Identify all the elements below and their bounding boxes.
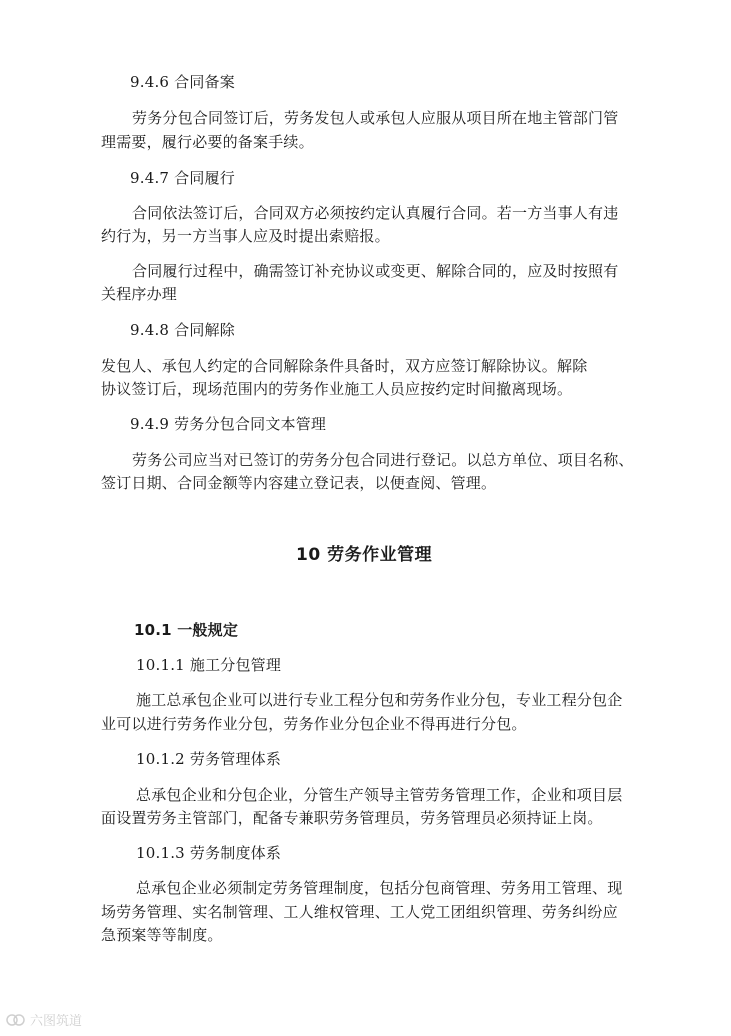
paragraph-line: 施工总承包企业可以进行专业工程分包和劳务作业分包，专业工程分包企 <box>136 691 623 709</box>
paragraph-line: 总承包企业和分包企业，分管生产领导主管劳务管理工作，企业和项目层 <box>136 786 623 804</box>
paragraph-line: 合同依法签订后，合同双方必须按约定认真履行合同。若一方当事人有违 <box>132 204 619 222</box>
paragraph-line: 劳务公司应当对已签订的劳务分包合同进行登记。以总方单位、项目名称、 <box>132 451 634 469</box>
heading-9-4-9: 9.4.9 劳务分包合同文本管理 <box>130 415 327 433</box>
paragraph-line: 签订日期、合同金额等内容建立登记表，以便查阅、管理。 <box>101 474 497 492</box>
section-title: 10.1 一般规定 <box>134 621 239 639</box>
heading-10-1-1: 10.1.1 施工分包管理 <box>136 656 282 674</box>
paragraph-line: 劳务分包合同签订后，劳务发包人或承包人应服从项目所在地主管部门管 <box>132 109 619 127</box>
logo-icon <box>6 1012 26 1028</box>
heading-10-1-3: 10.1.3 劳务制度体系 <box>136 844 282 862</box>
paragraph-line: 协议签订后，现场范围内的劳务作业施工人员应按约定时间撤离现场。 <box>101 380 573 398</box>
chapter-title: 10 劳务作业管理 <box>296 545 433 565</box>
paragraph-line: 理需要，履行必要的备案手续。 <box>101 133 314 151</box>
watermark-text: 六图筑道 <box>30 1014 83 1029</box>
paragraph-line: 发包人、承包人约定的合同解除条件具备时，双方应签订解除协议。解除 <box>101 357 588 375</box>
heading-9-4-8: 9.4.8 合同解除 <box>130 321 235 339</box>
paragraph-line: 总承包企业必须制定劳务管理制度，包括分包商管理、劳务用工管理、现 <box>136 879 623 897</box>
watermark <box>6 1010 82 1029</box>
heading-9-4-7: 9.4.7 合同履行 <box>130 169 235 187</box>
paragraph-line: 关程序办理 <box>101 285 178 303</box>
paragraph-line: 急预案等等制度。 <box>101 926 223 944</box>
paragraph-line: 约行为，另一方当事人应及时提出索赔报。 <box>101 227 390 245</box>
paragraph-line: 合同履行过程中，确需签订补充协议或变更、解除合同的，应及时按照有 <box>132 262 619 280</box>
paragraph-line: 场劳务管理、实名制管理、工人维权管理、工人党工团组织管理、劳务纠纷应 <box>101 903 618 921</box>
paragraph-line: 面设置劳务主管部门，配备专兼职劳务管理员，劳务管理员必须持证上岗。 <box>101 809 603 827</box>
paragraph-line: 业可以进行劳务作业分包，劳务作业分包企业不得再进行分包。 <box>101 715 527 733</box>
heading-9-4-6: 9.4.6 合同备案 <box>130 73 235 91</box>
heading-10-1-2: 10.1.2 劳务管理体系 <box>136 750 282 768</box>
